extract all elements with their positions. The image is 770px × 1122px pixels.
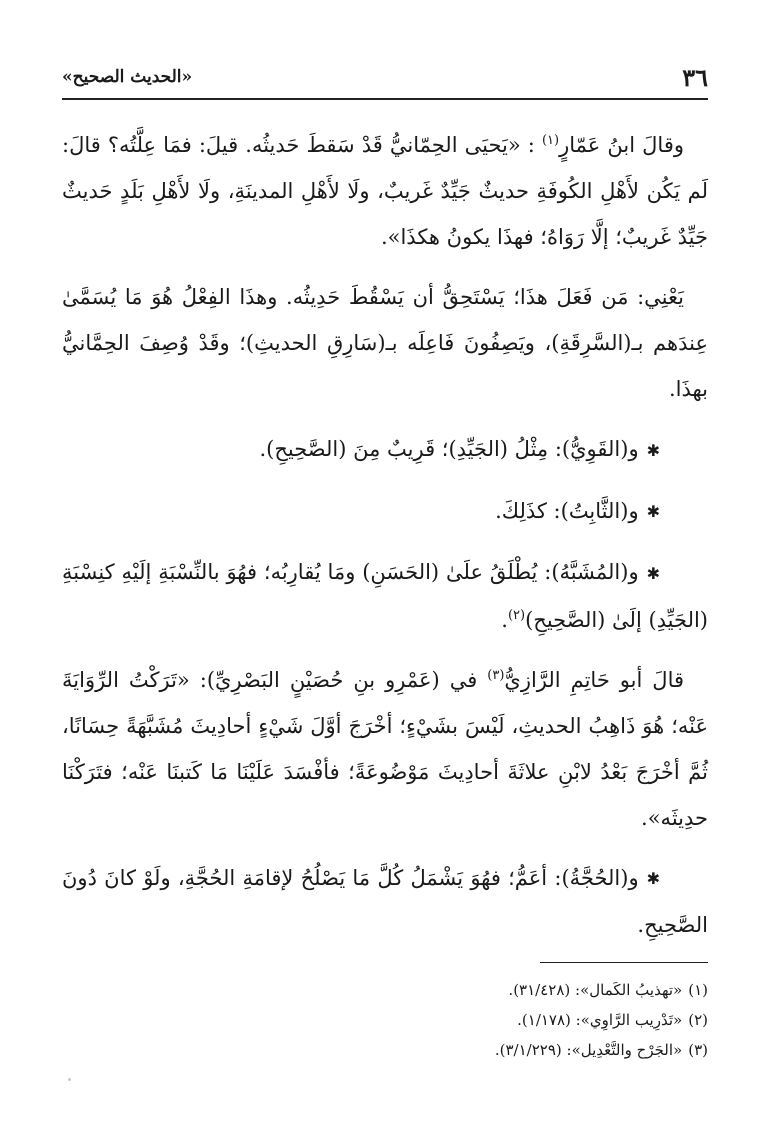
star-bullet-icon: ✱: [646, 440, 660, 460]
footnote-2: [62, 1005, 708, 1035]
footnote-number: (٣): [688, 1041, 708, 1059]
paragraph-text: يَعْنِي: مَن فَعَلَ هذَا؛ يَسْتَحِقُّ أن يَسْقُطَ حَدِيثُه. وهذَا الفِعْلُ هُوَ مَا يُسَمَّىٰ عِندَهم بـ(السَّرِقَةِ)، ويَصِفُونَ فَاعِلَه بـ(سَارِقِ الحديثِ)؛ وقَدْ وُصِفَ الحِمَّانيُّ بهذَا.: [62, 285, 708, 401]
footnote-text: «الجَرْح والتَّعْدِيل»: (٣/١/٢٢٩).: [494, 1041, 683, 1059]
paragraph-explanation: [62, 274, 708, 412]
paragraph-abu-hatim: [62, 657, 708, 841]
paragraph-text-continued: .: [501, 607, 508, 632]
footnote-ref-3: (٣): [487, 667, 505, 683]
footnote-ref-2: (٢): [507, 607, 526, 623]
footnote-number: (٢): [688, 1011, 708, 1029]
page-header: [62, 60, 708, 100]
paragraph-text: و(المُشَبَّهُ): يُطْلَقُ علَىٰ (الحَسَنِ) ومَا يُقارِبُه؛ فهُوَ بالنِّسْبَةِ إلَيْهِ كنِسْبَةِ (الجَيِّدِ) إلَىٰ (الصَّحِيحِ): [62, 560, 708, 632]
footnote-ref-1: (١): [541, 133, 560, 148]
paragraph-text-continued: : «يَحيَى الحِمّانيُّ قَدْ سَقطَ حَديثُه. قيلَ: فمَا عِلَّتُه؟ قالَ: لَم يَكُن لأَهْلِ الكُوفَةِ حديثٌ جَيِّدٌ غَريبٌ، ولَا لأَهْلِ المدينَةِ، ولَا لأَهْلِ بَلَدٍ حَديثٌ جَيِّدٌ غَريبٌ؛ إلَّا رَوَاهُ؛ فهذَا يكونُ هكذَا».: [62, 133, 708, 249]
paragraph-ibn-ammar: [62, 122, 708, 260]
footnote-number: (١): [688, 981, 708, 999]
scan-speck: [68, 1078, 71, 1081]
page-number: ٣٦: [682, 62, 708, 92]
body-text: [62, 122, 708, 948]
footnote-text: «تَدْرِيب الرَّاوِي»: (١/١٧٨).: [517, 1011, 683, 1029]
footnote-1: [62, 975, 708, 1005]
paragraph-text: و(الحُجَّةُ): أعَمُّ؛ فهُوَ يَشْمَلُ كُلَّ مَا يَصْلُحُ لإقامَةِ الحُجَّةِ، ولَوْ كانَ دُونَ الصَّحِيحِ.: [62, 865, 708, 937]
footnote-3: [62, 1035, 708, 1065]
star-bullet-icon: ✱: [646, 869, 660, 888]
paragraph-text-continued: في (عَمْرِو بنِ حُصَيْنٍ البَصْرِيِّ): «تَرَكْتُ الرِّوَايَةَ عَنْه؛ هُوَ ذَاهِبُ الحديثِ، لَيْسَ بشَيْءٍ؛ أخْرَجَ أوَّلَ شَيْءٍ أحادِيثَ مُشَبَّهَةً حِسَانًا، ثُمَّ أخْرَجَ بَعْدُ لابْنِ علاثَةَ أحادِيثَ مَوْضُوعَةً؛ فأفْسَدَ عَلَيْنَا مَا كَتبنَا عَنْه؛ فتَرَكْنَا حدِيثَه».: [62, 667, 708, 830]
star-bullet-icon: ✱: [646, 563, 660, 583]
paragraph-text: قالَ أبو حَاتِمِ الرَّازِيُّ: [504, 667, 685, 692]
paragraph-mushabbah: [62, 549, 708, 643]
paragraph-text: وقالَ ابنُ عَمّارٍ: [559, 133, 684, 157]
paragraph-text: و(القَوِيُّ): مِثْلُ (الجَيِّدِ)؛ قَرِيبٌ مِنَ (الصَّحِيحِ).: [259, 437, 639, 461]
running-title: «الحديث الصحيح»: [62, 67, 193, 87]
paragraph-qawi: [62, 426, 708, 474]
footnotes: [62, 975, 708, 1065]
paragraph-hujjah: [62, 855, 708, 949]
footnote-text: «تهذيبُ الكَمال»: (٣١/٤٢٨).: [508, 981, 683, 999]
paragraph-thabit: [62, 488, 708, 536]
paragraph-text: و(الثَّابِتُ): كذَلِكَ.: [495, 498, 639, 523]
footnote-divider: [540, 962, 708, 963]
star-bullet-icon: ✱: [646, 502, 660, 521]
book-page: [62, 60, 708, 1065]
